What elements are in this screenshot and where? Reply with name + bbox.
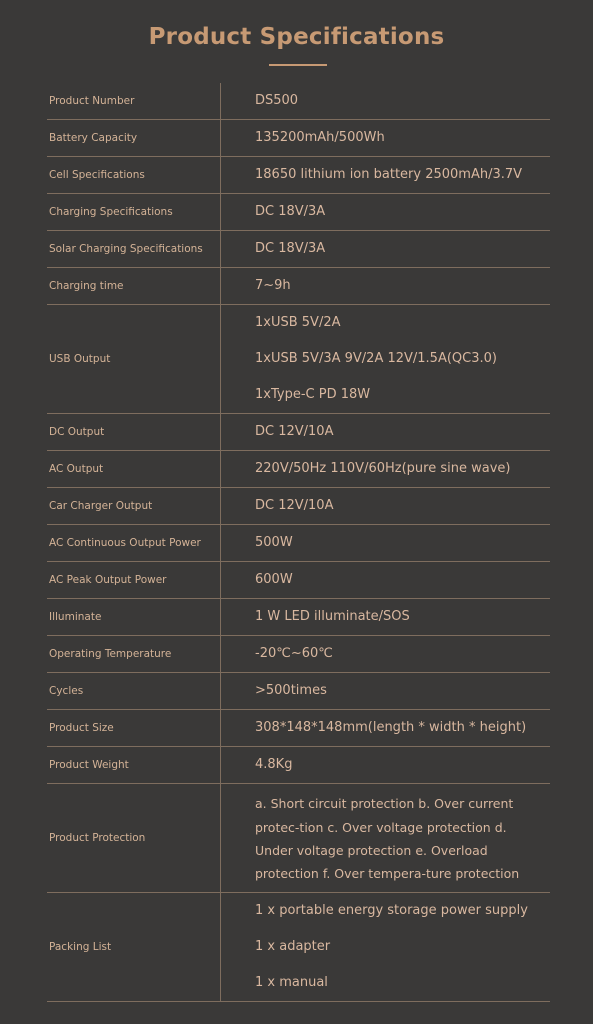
- spec-value: [221, 414, 550, 450]
- spec-row: [47, 784, 550, 893]
- spec-value: [221, 451, 550, 487]
- spec-value-line: 1xUSB 5V/2A: [255, 315, 341, 330]
- spec-row: [47, 157, 550, 194]
- spec-row: [47, 194, 550, 231]
- spec-value-line: 135200mAh/500Wh: [255, 130, 385, 145]
- spec-row: [47, 562, 550, 599]
- spec-label: AC Peak Output Power: [47, 562, 221, 598]
- spec-row: [47, 83, 550, 120]
- spec-value-line: DC 12V/10A: [255, 424, 334, 439]
- spec-value: [221, 710, 550, 746]
- spec-value-line: 308*148*148mm(length * width * height): [255, 720, 527, 735]
- spec-label: Cycles: [47, 673, 221, 709]
- spec-value: [221, 120, 550, 156]
- spec-label: USB Output: [47, 305, 221, 413]
- spec-label: Charging Specifications: [47, 194, 221, 230]
- spec-label: DC Output: [47, 414, 221, 450]
- spec-value-line: >500times: [255, 683, 327, 698]
- spec-value-line: 1xType-C PD 18W: [255, 387, 371, 402]
- spec-value-line: 7~9h: [255, 278, 291, 293]
- spec-value-line: 1xUSB 5V/3A 9V/2A 12V/1.5A(QC3.0): [255, 351, 497, 366]
- spec-label: Product Number: [47, 83, 221, 119]
- spec-label: Operating Temperature: [47, 636, 221, 672]
- spec-row: [47, 488, 550, 525]
- spec-label: Packing List: [47, 893, 221, 1001]
- spec-row: [47, 268, 550, 305]
- spec-row: [47, 893, 550, 1002]
- spec-value: [221, 893, 550, 1001]
- spec-row: [47, 305, 550, 414]
- spec-label: Product Protection: [47, 784, 221, 892]
- spec-row: [47, 673, 550, 710]
- spec-row: [47, 525, 550, 562]
- spec-row: [47, 599, 550, 636]
- spec-value: [221, 83, 550, 119]
- spec-label: Solar Charging Specifications: [47, 231, 221, 267]
- spec-row: [47, 451, 550, 488]
- spec-label: AC Output: [47, 451, 221, 487]
- spec-row: [47, 747, 550, 784]
- spec-row: [47, 414, 550, 451]
- spec-table: [47, 83, 550, 1002]
- spec-value-line: 1 x manual: [255, 975, 328, 990]
- spec-label: Illuminate: [47, 599, 221, 635]
- spec-value: [221, 305, 550, 413]
- spec-value-line: DC 18V/3A: [255, 241, 326, 256]
- spec-value-line: 600W: [255, 572, 293, 587]
- spec-value-line: 220V/50Hz 110V/60Hz(pure sine wave): [255, 461, 511, 476]
- spec-label: Charging time: [47, 268, 221, 304]
- spec-label: Car Charger Output: [47, 488, 221, 524]
- spec-value: [221, 194, 550, 230]
- spec-value: [221, 784, 550, 892]
- spec-value: [221, 268, 550, 304]
- spec-value-line: DC 18V/3A: [255, 204, 326, 219]
- spec-row: [47, 710, 550, 747]
- spec-value: [221, 599, 550, 635]
- spec-value: [221, 157, 550, 193]
- spec-label: Battery Capacity: [47, 120, 221, 156]
- spec-value: [221, 673, 550, 709]
- spec-value-line: 1 W LED illuminate/SOS: [255, 609, 410, 624]
- spec-value-line: DS500: [255, 93, 299, 108]
- spec-value-line: DC 12V/10A: [255, 498, 334, 513]
- page-title: Product Specifications: [148, 24, 445, 50]
- spec-value: [221, 562, 550, 598]
- spec-value-line: 1 x adapter: [255, 939, 331, 954]
- spec-value: [221, 231, 550, 267]
- spec-value-line: 4.8Kg: [255, 757, 293, 772]
- spec-value: [221, 525, 550, 561]
- spec-value-line: 500W: [255, 535, 293, 550]
- spec-value-line: 18650 lithium ion battery 2500mAh/3.7V: [255, 167, 523, 182]
- spec-label: Cell Specifications: [47, 157, 221, 193]
- spec-label: Product Size: [47, 710, 221, 746]
- title-underline: [269, 64, 327, 66]
- spec-value: [221, 747, 550, 783]
- spec-row: [47, 636, 550, 673]
- spec-value: [221, 636, 550, 672]
- spec-value-line: -20℃~60℃: [255, 646, 333, 661]
- spec-value-line: 1 x portable energy storage power supply: [255, 903, 528, 918]
- spec-value: [221, 488, 550, 524]
- spec-row: [47, 120, 550, 157]
- spec-label: Product Weight: [47, 747, 221, 783]
- spec-value-paragraph: a. Short circuit protection b. Over current protec-tion c. Over voltage protection d. Under voltage protection e. Overload protection f. Over tempera-ture protection: [255, 796, 520, 882]
- spec-row: [47, 231, 550, 268]
- spec-label: AC Continuous Output Power: [47, 525, 221, 561]
